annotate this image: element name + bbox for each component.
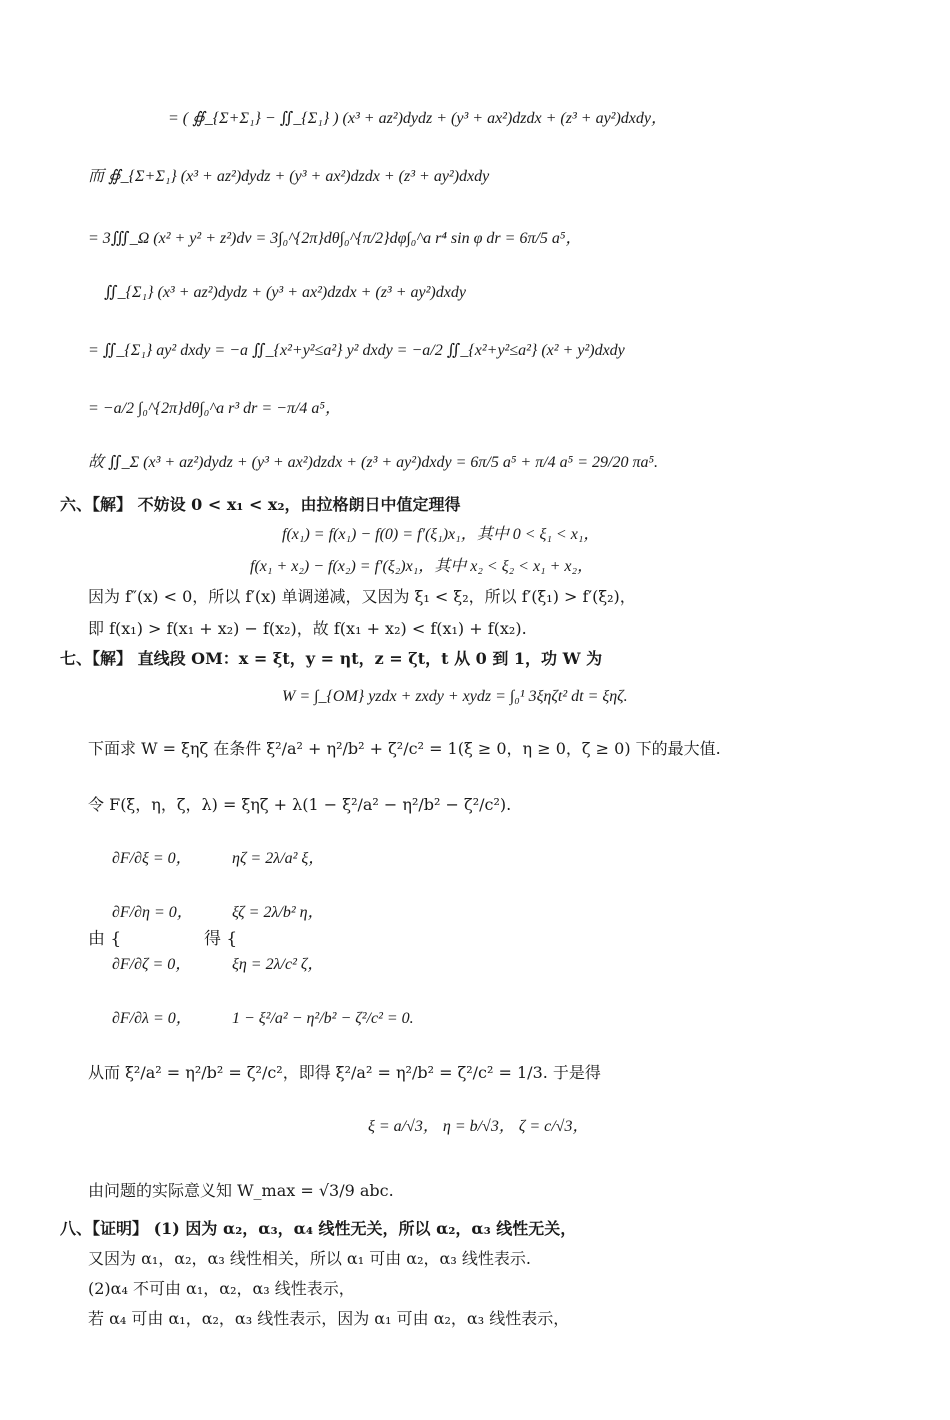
equation-line: = ( ∯_{Σ+Σ₁} − ∬_{Σ₁} ) (x³ + az²)dydz + (y³ + ax²)dzdx + (z³ + ay²)dxdy， [168,110,667,127]
system-right-eq: 1 − ξ²/a² − η²/b² − ζ²/c² = 0. [232,1010,414,1027]
text-line: 下面求 W = ξηζ 在条件 ξ²/a² + η²/b² + ζ²/c² = 1(ξ ≥ 0，η ≥ 0，ζ ≥ 0) 下的最大值. [88,739,721,758]
system-left-label: 由 { [88,929,122,949]
system-right-eq: ξη = 2λ/c² ζ， [232,956,324,973]
system-right-label: 得 { [204,929,238,949]
section-8-heading: 八、【证明】 (1) 因为 α₂，α₃，α₄ 线性无关，所以 α₂，α₃ 线性无关， [60,1219,577,1238]
system-left-eq: ∂F/∂ζ = 0， [112,956,192,973]
equation-line: ∬_{Σ₁} (x³ + az²)dydz + (y³ + ax²)dzdx + (z³ + ay²)dxdy [104,284,466,301]
text-line: 由问题的实际意义知 W_max = √3/9 abc. [88,1181,394,1200]
equation-line: = −a/2 ∫₀^{2π}dθ∫₀^a r³ dr = −π/4 a⁵， [88,400,341,417]
text-line: 因为 f″(x) < 0，所以 f′(x) 单调递减，又因为 ξ₁ < ξ₂，所以 f′(ξ₁) > f′(ξ₂)， [88,587,636,606]
system-right-eq: ξζ = 2λ/b² η， [232,904,324,921]
text-line: 令 F(ξ，η，ζ，λ) = ξηζ + λ(1 − ξ²/a² − η²/b² − ζ²/c²). [88,795,512,814]
text-line: 若 α₄ 可由 α₁，α₂，α₃ 线性表示，因为 α₁ 可由 α₂，α₃ 线性表示， [88,1309,570,1328]
system-left-eq: ∂F/∂λ = 0， [112,1010,192,1027]
equation-line: f(x₁) = f(x₁) − f(0) = f′(ξ₁)x₁，其中 0 < ξ₁ < x₁， [282,526,600,543]
equation-line: W = ∫_{OM} yzdx + zxdy + xydz = ∫₀¹ 3ξηζt² dt = ξηζ. [282,688,628,705]
system-right-eq: ηζ = 2λ/a² ξ， [232,850,325,867]
system-left-eq: ∂F/∂η = 0， [112,904,193,921]
text-line: 即 f(x₁) > f(x₁ + x₂) − f(x₂)，故 f(x₁ + x₂) < f(x₁) + f(x₂). [88,619,527,638]
equation-line: f(x₁ + x₂) − f(x₂) = f′(ξ₂)x₁，其中 x₂ < ξ₂ < x₁ + x₂， [250,558,594,575]
text-line: 又因为 α₁，α₂，α₃ 线性相关，所以 α₁ 可由 α₂，α₃ 线性表示. [88,1249,531,1268]
equation-line: = ∬_{Σ₁} ay² dxdy = −a ∬_{x²+y²≤a²} y² dxdy = −a/2 ∬_{x²+y²≤a²} (x² + y²)dxdy [88,342,625,359]
equation-line: = 3∭_Ω (x² + y² + z²)dv = 3∫₀^{2π}dθ∫₀^{π/2}dφ∫₀^a r⁴ sin φ dr = 6π/5 a⁵， [88,230,582,247]
text-line: 从而 ξ²/a² = η²/b² = ζ²/c²，即得 ξ²/a² = η²/b² = ζ²/c² = 1/3. 于是得 [88,1063,601,1082]
equation-line: 而 ∯_{Σ+Σ₁} (x³ + az²)dydz + (y³ + ax²)dzdx + (z³ + ay²)dxdy [88,168,490,185]
section-7-heading: 七、【解】 直线段 OM：x = ξt，y = ηt，z = ζt，t 从 0 到 1，功 W 为 [60,649,603,668]
equation-line: 故 ∬_Σ (x³ + az²)dydz + (y³ + ax²)dzdx + (z³ + ay²)dxdy = 6π/5 a⁵ + π/4 a⁵ = 29/20 πa⁵. [88,454,659,471]
section-6-heading: 六、【解】 不妨设 0 < x₁ < x₂，由拉格朗日中值定理得 [60,495,461,514]
equation-line: ξ = a/√3， η = b/√3， ζ = c/√3， [368,1118,589,1135]
text-line: (2)α₄ 不可由 α₁，α₂，α₃ 线性表示， [88,1279,355,1298]
system-left-eq: ∂F/∂ξ = 0， [112,850,192,867]
